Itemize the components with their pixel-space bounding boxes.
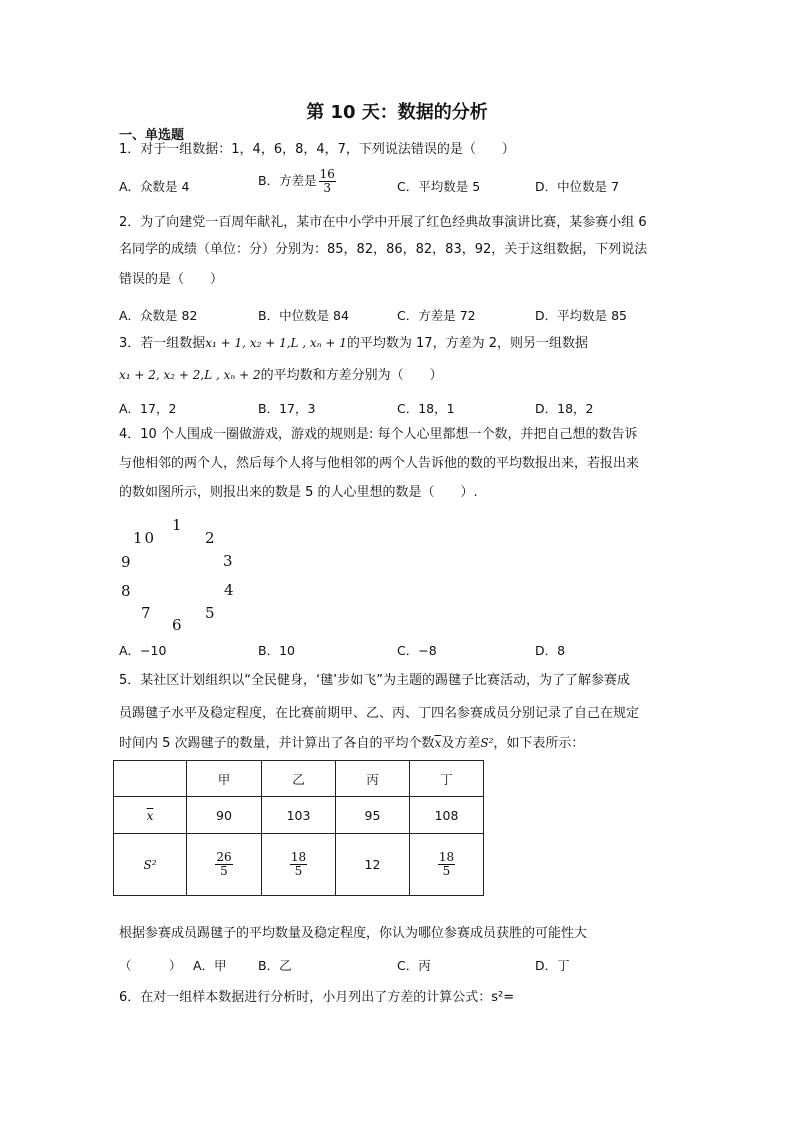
q5-question: 根据参赛成员踢毽子的平均数量及稳定程度，你认为哪位参赛成员获胜的可能性大 xyxy=(119,926,588,941)
q1-option-d: D．中位数是 7 xyxy=(535,179,620,194)
q6-line-1: 6．在对一组样本数据进行分析时，小月列出了方差的计算公式：s²= xyxy=(119,990,515,1005)
q3-option-d: D．18，2 xyxy=(535,401,594,416)
circle-number-10: 10 xyxy=(133,529,157,547)
q3-option-b: B．17，3 xyxy=(258,401,316,416)
variance-label: S² xyxy=(143,858,157,872)
table-cell: 90 xyxy=(187,797,262,834)
fraction-denominator: 5 xyxy=(220,864,228,878)
table-cell xyxy=(187,834,262,896)
table-cell xyxy=(410,834,484,896)
table-header-cell xyxy=(114,761,187,797)
table-cell: 95 xyxy=(336,797,410,834)
q2-option-b: B．中位数是 84 xyxy=(258,308,349,323)
q4-option-b: B．10 xyxy=(258,643,295,658)
q3-option-a: A．17，2 xyxy=(119,401,177,416)
fraction-denominator: 5 xyxy=(294,864,303,878)
variance-fraction xyxy=(290,851,307,878)
q1-option-b xyxy=(258,168,338,195)
circle-number-5: 5 xyxy=(205,604,215,622)
q5-option-a: A．甲 xyxy=(193,958,227,973)
table-row-mean xyxy=(114,797,484,834)
q5-line-3-text: 时间内 5 次踢毽子的数量，并计算出了各自的平均个数 xyxy=(119,736,435,751)
q2-line-3: 错误的是（ ） xyxy=(119,272,224,287)
table-header-cell: 丙 xyxy=(336,761,410,797)
q4-option-d: D．8 xyxy=(535,643,566,658)
fraction-numerator: 18 xyxy=(438,850,455,864)
q4-line-3: 的数如图所示，则报出来的数是 5 的人心里想的数是（ ）. xyxy=(119,485,478,500)
q3-math-2: x₁ + 2, x₂ + 2,L , xₙ + 2 xyxy=(119,368,261,382)
circle-number-4: 4 xyxy=(224,581,234,599)
q5-data-table xyxy=(113,760,484,896)
q2-option-c: C．方差是 72 xyxy=(397,308,476,323)
circle-number-2: 2 xyxy=(205,529,215,547)
q5-option-b: B．乙 xyxy=(258,958,292,973)
q5-answer-paren: （ ） xyxy=(119,958,182,973)
q4-option-c: C．−8 xyxy=(397,643,437,658)
table-cell: 103 xyxy=(262,797,336,834)
q5-option-c: C．丙 xyxy=(397,958,431,973)
table-row-variance xyxy=(114,834,484,896)
table-cell: 108 xyxy=(410,797,484,834)
circle-number-9: 9 xyxy=(121,553,131,571)
fraction-denominator: 5 xyxy=(442,864,451,878)
circle-number-8: 8 xyxy=(121,582,131,600)
q4-line-2: 与他相邻的两个人，然后每个人将与他相邻的两个人告诉他的数的平均数报出来，若报出来 xyxy=(119,456,640,471)
circle-number-3: 3 xyxy=(223,552,233,570)
section-heading: 一、单选题 xyxy=(119,128,185,143)
variance-fraction xyxy=(438,851,455,878)
fraction-numerator: 26 xyxy=(216,850,232,864)
q5-line-3 xyxy=(119,733,584,754)
q1-b-denominator: 3 xyxy=(323,181,332,195)
q2-line-2: 名同学的成绩（单位：分）分别为：85，82，86，82，83，92，关于这组数据，下列说法 xyxy=(119,242,648,257)
table-cell xyxy=(262,834,336,896)
q5-option-d: D．丁 xyxy=(535,958,570,973)
q3-line-2 xyxy=(119,365,443,386)
q1-option-a: A．众数是 4 xyxy=(119,179,190,194)
q3-prefix: 3．若一组数据 xyxy=(119,336,206,351)
q1-option-b-prefix: B．方差是 xyxy=(258,173,317,188)
q5-line-3-end: ，如下表所示： xyxy=(493,736,585,751)
table-row-label xyxy=(114,834,187,896)
q3-line-1 xyxy=(119,333,588,354)
table-cell: 12 xyxy=(336,834,410,896)
table-header-cell: 乙 xyxy=(262,761,336,797)
circle-number-7: 7 xyxy=(141,604,151,622)
mean-label: $\overline{x}$ xyxy=(146,808,154,823)
q5-line-1: 5．某社区计划组织以“全民健身，‘毽’步如飞”为主题的踢毽子比赛活动，为了了解参赛成 xyxy=(119,673,631,688)
q2-option-a: A．众数是 82 xyxy=(119,308,198,323)
table-header-row xyxy=(114,761,484,797)
q5-line-2: 员踢毽子水平及稳定程度，在比赛前期甲、乙、丙、丁四名参赛成员分别记录了自己在规定 xyxy=(119,706,640,721)
q1-option-c: C．平均数是 5 xyxy=(397,179,481,194)
q2-line-1: 2．为了向建党一百周年献礼，某市在中小学中开展了红色经典故事演讲比赛，某参赛小组 6 xyxy=(119,215,647,230)
q2-option-d: D．平均数是 85 xyxy=(535,308,628,323)
q3-suffix-2: 的平均数和方差分别为（ ） xyxy=(260,368,443,383)
q1-option-b-fraction xyxy=(319,168,336,195)
table-row-label xyxy=(114,797,187,834)
q3-option-c: C．18，1 xyxy=(397,401,455,416)
circle-number-1: 1 xyxy=(172,516,182,534)
page-title: 第 10 天：数据的分析 xyxy=(306,102,488,123)
q4-line-1: 4．10 个人围成一圈做游戏，游戏的规则是: 每个人心里都想一个数，并把自己想的数告诉 xyxy=(119,427,638,442)
q1-stem: 1．对于一组数据：1，4，6，8，4，7，下列说法错误的是（ ） xyxy=(119,142,515,157)
table-header-cell: 丁 xyxy=(410,761,484,797)
fraction-numerator: 18 xyxy=(290,850,307,864)
q4-option-a: A．−10 xyxy=(119,643,167,658)
q5-mean-symbol: $\overline{x}$ xyxy=(434,736,442,750)
circle-number-6: 6 xyxy=(172,616,182,634)
q5-variance-symbol: S² xyxy=(480,736,494,750)
q3-suffix-1: 的平均数为 17，方差为 2，则另一组数据 xyxy=(346,336,588,351)
table-header-cell: 甲 xyxy=(187,761,262,797)
q5-line-3-mid: 及方差 xyxy=(441,736,481,751)
q3-math-1: x₁ + 1, x₂ + 1,L , xₙ + 1 xyxy=(205,336,347,350)
q1-b-numerator: 16 xyxy=(319,167,335,181)
variance-fraction xyxy=(215,851,232,878)
